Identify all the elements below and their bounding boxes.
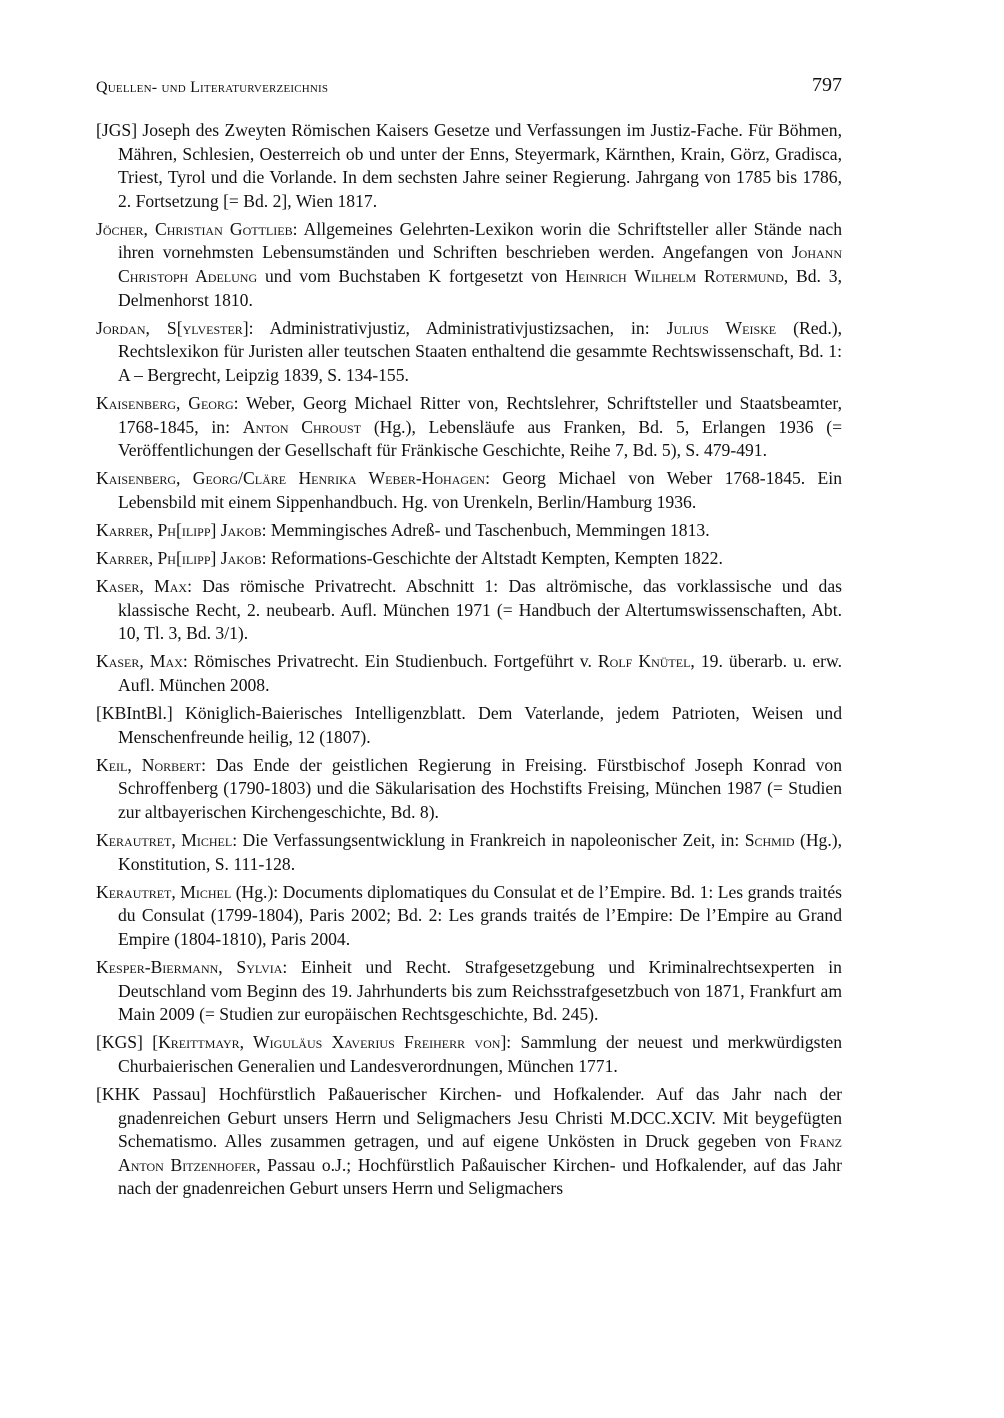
entry-text: und vom Buchstaben K fortgesetzt von (257, 266, 566, 287)
author-name: Rolf Knütel (597, 651, 691, 672)
entry-text: [JGS] Joseph des Zweyten Römischen Kaisers Gesetze und Verfassungen im Justiz-Fache. Für Böhmen, Mähren, Schlesien, Oesterreich ob und unter der Enns, Steyermark, Kärnthen, Krain, Görz, Gradisca, Triest, Tyrol und die Vorlande. In dem sechsten Jahre seiner Regierung. Jahrgang von 1785 bis 1786, 2. Fortsetzung [= Bd. 2], Wien 1817. (96, 120, 842, 211)
running-head-title: Quellen- und Literaturverzeichnis (96, 79, 329, 96)
entry-text: [KGS] [ (96, 1032, 159, 1053)
bibliography-entry (96, 392, 842, 463)
bibliography-entry (96, 1083, 842, 1201)
author-name: Kaisenberg, Georg (96, 393, 234, 414)
entry-text: : Das Ende der geistlichen Regierung in Freising. Fürstbischof Joseph Konrad von Schroffenberg (1790-1803) und die Säkularisation des Hochstifts Freising, München 1987 (= Studien zur altbayerischen Kirchengeschichte, Bd. 8). (118, 754, 843, 823)
bibliography-entry (96, 218, 842, 312)
entry-text: [KBIntBl.] Königlich-Baierisches Intelligenzblatt. Dem Vaterlande, jedem Patrioten, Weisen und Menschenfreunde heilig, 12 (1807). (96, 703, 842, 747)
entry-text: : Administrativjustiz, Administrativjustizsachen, in: (248, 317, 667, 338)
entry-text: : Georg Michael von Weber 1768-1845. Ein Lebensbild mit einem Sippenhandbuch. Hg. von Urenkeln, Berlin/Hamburg 1936. (118, 468, 842, 512)
author-name: Kerautret, Michel (96, 830, 233, 851)
entry-text: ]: Sammlung der neuest und merkwürdigsten Churbaierischen Generalien und Landesverordnungen, München 1771. (118, 1032, 842, 1076)
entry-text: : Einheit und Recht. Strafgesetzgebung und Kriminalrechtsexperten in Deutschland vom Beginn des 19. Jahrhunderts bis zum Reichsstrafgesetzbuch von 1871, Frankfurt am Main 2009 (= Studien zur europäischen Rechtsgeschichte, Bd. 245). (118, 957, 842, 1025)
page-number: 797 (812, 74, 842, 96)
entry-text: (Hg.): Documents diplomatiques du Consulat et de l’Empire. Bd. 1: Les grands traités du Consulat (1799-1804), Paris 2002; Bd. 2: Les grands traités de l’Empire: De l’Empire au Grand Empire (1804-1810), Paris 2004. (118, 881, 842, 949)
entry-text: , 19. überarb. u. erw. Aufl. München 2008. (118, 651, 843, 696)
bibliography-entry (96, 650, 842, 697)
author-name: Anton Chroust (242, 416, 362, 437)
author-name: Kerautret, Michel (96, 881, 232, 902)
author-name: Jöcher, Christian Gottlieb (96, 218, 293, 239)
bibliography-entry (96, 881, 842, 952)
bibliography-entry (96, 956, 842, 1027)
bibliography-entry (96, 467, 842, 514)
author-name: Karrer, Ph[ilipp] Jakob (96, 520, 262, 540)
entry-text: , Passau o.J.; Hochfürstlich Paßauischer Kirchen- und Hofkalender, auf das Jahr nach der gnadenreichen Geburt unsers Herrn und Seligmachers (118, 1154, 842, 1199)
entry-text: (Hg.), Konstitution, S. 111-128. (118, 830, 842, 874)
entry-text: : Memmingisches Adreß- und Taschenbuch, Memmingen 1813. (261, 520, 710, 540)
entry-text: [KHK Passau] Hochfürstlich Paßauerischer Kirchen- und Hofkalender. Auf das Jahr nach der gnadenreichen Geburt unsers Herrn und Seligmachers Jesu Christi M.DCC.XCIV. Mit beygefügten Schematismo. Alles zusammen getragen, und auf eigene Unkösten in Druck gegeben von (96, 1084, 842, 1152)
author-name: Schmid (744, 830, 795, 851)
author-name: Heinrich Wilhelm Rotermund (565, 266, 784, 287)
bibliography-entry (96, 829, 842, 876)
author-name: Karrer, Ph[ilipp] Jakob (96, 548, 262, 569)
entry-text: : Allgemeines Gelehrten-Lexikon worin die Schriftsteller aller Stände nach ihren vornehmsten Lebensumständen und Schriften beschrieben werden. Angefangen von (118, 218, 843, 263)
author-name: Johann Christoph Adelung (118, 242, 842, 287)
bibliography-entry (96, 519, 842, 543)
bibliography-entry (96, 702, 842, 749)
author-name: Julius Weiske (666, 317, 777, 338)
bibliography-entry (96, 1031, 842, 1078)
bibliography-entry (96, 547, 842, 571)
author-name: Kaser, Max (96, 576, 188, 597)
entry-text: : Das römische Privatrecht. Abschnitt 1: Das altrömische, das vorklassische und das klassische Recht, 2. neubearb. Aufl. München 1971 (= Handbuch der Altertumswissenschaften, Abt. 10, Tl. 3, Bd. 3/1). (118, 576, 842, 644)
author-name: Keil, Norbert (96, 754, 202, 775)
entry-text: : Die Verfassungsentwicklung in Frankreich in napoleonischer Zeit, in: (232, 830, 745, 851)
bibliography-entry (96, 317, 842, 388)
author-name: Kaser, Max (96, 651, 183, 672)
entry-text: (Red.), Rechtslexikon für Juristen aller teutschen Staaten enthaltend die gesammte Rechtswissenschaft, Bd. 1: A – Bergrecht, Leipzig 1839, S. 134-155. (118, 317, 842, 385)
bibliography-list (96, 119, 842, 1206)
bibliography-entry (96, 575, 842, 646)
entry-text: : Römisches Privatrecht. Ein Studienbuch. Fortgeführt v. (182, 651, 598, 672)
author-name: Kreittmayr, Wiguläus Xaverius Freiherr von (158, 1032, 501, 1053)
entry-text: : Reformations-Geschichte der Altstadt Kempten, Kempten 1822. (261, 548, 723, 569)
author-name: Jordan, S[ylvester] (96, 317, 249, 338)
entry-text: : Weber, Georg Michael Ritter von, Rechtslehrer, Schriftsteller und Staatsbeamter, 1768-1845, in: (118, 393, 842, 437)
author-name: Franz Anton Bitzenhofer (118, 1131, 842, 1175)
entry-text: , Bd. 3, Delmenhorst 1810. (118, 266, 843, 310)
bibliography-entry (96, 119, 842, 213)
bibliography-entry (96, 754, 842, 825)
author-name: Kaisenberg, Georg/Cläre Henrika Weber-Hohagen (96, 468, 486, 489)
author-name: Kesper-Biermann, Sylvia (96, 957, 283, 978)
running-head (96, 74, 842, 100)
entry-text: (Hg.), Lebensläufe aus Franken, Bd. 5, Erlangen 1936 (= Veröffentlichungen der Gesellschaft für Fränkische Geschichte, Reihe 7, Bd. 5), S. 479-491. (118, 416, 842, 461)
